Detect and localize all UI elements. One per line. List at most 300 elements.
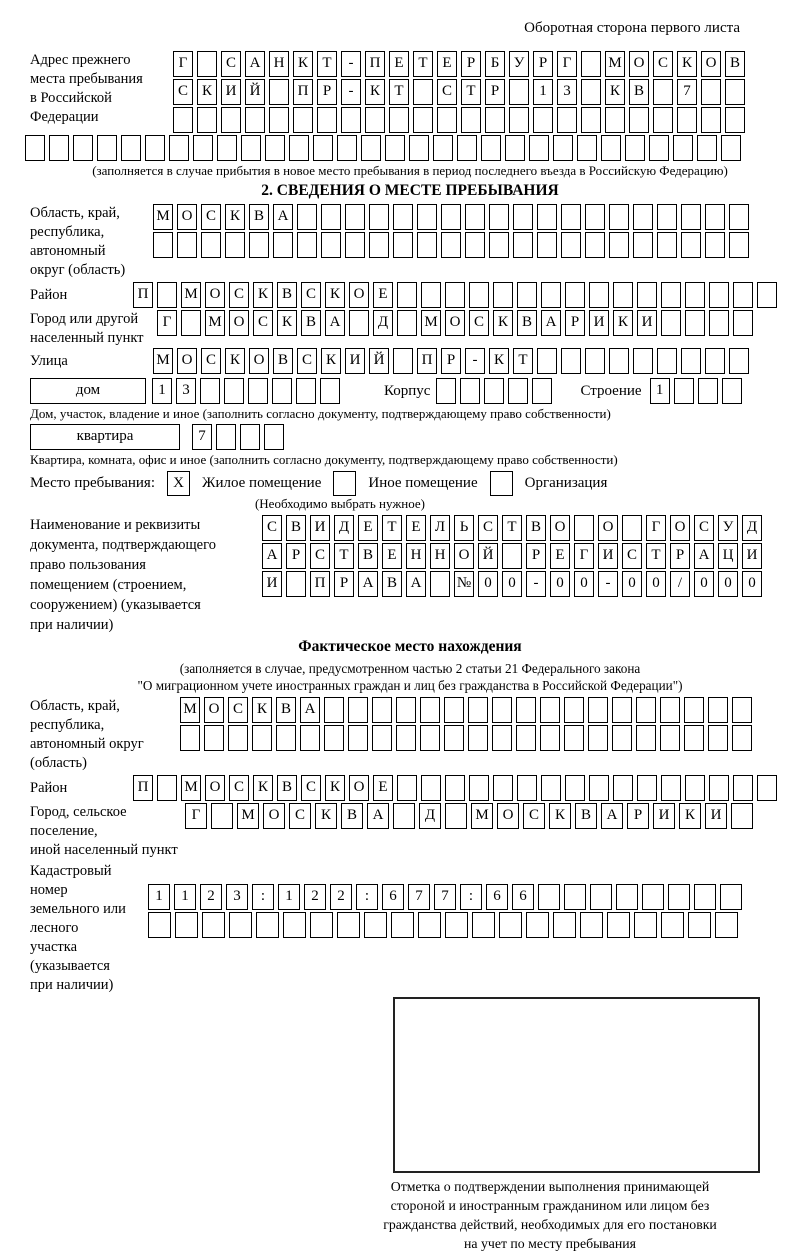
char-cell[interactable]: Г: [173, 51, 193, 77]
char-cell[interactable]: К: [489, 348, 509, 374]
char-cell[interactable]: И: [598, 543, 618, 569]
char-cell[interactable]: [49, 135, 69, 161]
char-cell[interactable]: [701, 107, 721, 133]
char-cell[interactable]: [420, 697, 440, 723]
char-cell[interactable]: С: [653, 51, 673, 77]
char-cell[interactable]: 0: [742, 571, 762, 597]
char-cell[interactable]: [492, 725, 512, 751]
char-cell[interactable]: [633, 348, 653, 374]
char-cell[interactable]: [337, 135, 357, 161]
char-cell[interactable]: [533, 107, 553, 133]
char-cell[interactable]: [436, 378, 456, 404]
char-cell[interactable]: [720, 884, 742, 910]
char-cell[interactable]: [661, 912, 684, 938]
char-cell[interactable]: [372, 725, 392, 751]
char-cell[interactable]: В: [301, 310, 321, 336]
char-cell[interactable]: [684, 725, 704, 751]
char-cell[interactable]: [633, 204, 653, 230]
char-cell[interactable]: [513, 232, 533, 258]
char-cell[interactable]: [513, 204, 533, 230]
char-cell[interactable]: С: [622, 543, 642, 569]
char-cell[interactable]: И: [653, 803, 675, 829]
char-cell[interactable]: [705, 232, 725, 258]
char-cell[interactable]: [265, 135, 285, 161]
char-cell[interactable]: [364, 912, 387, 938]
char-cell[interactable]: А: [262, 543, 282, 569]
char-cell[interactable]: [709, 775, 729, 801]
char-cell[interactable]: П: [293, 79, 313, 105]
char-cell[interactable]: А: [358, 571, 378, 597]
char-cell[interactable]: [460, 378, 480, 404]
char-cell[interactable]: К: [613, 310, 633, 336]
char-cell[interactable]: Е: [437, 51, 457, 77]
char-cell[interactable]: 0: [502, 571, 522, 597]
char-cell[interactable]: [269, 107, 289, 133]
char-cell[interactable]: К: [252, 697, 272, 723]
char-cell[interactable]: [661, 310, 681, 336]
char-cell[interactable]: 7: [677, 79, 697, 105]
char-cell[interactable]: [589, 282, 609, 308]
char-cell[interactable]: К: [677, 51, 697, 77]
char-cell[interactable]: [538, 884, 560, 910]
char-cell[interactable]: С: [310, 543, 330, 569]
char-cell[interactable]: [204, 725, 224, 751]
char-cell[interactable]: О: [454, 543, 474, 569]
char-cell[interactable]: Е: [550, 543, 570, 569]
char-cell[interactable]: О: [177, 204, 197, 230]
char-cell[interactable]: [537, 348, 557, 374]
char-cell[interactable]: У: [718, 515, 738, 541]
char-cell[interactable]: [529, 135, 549, 161]
char-cell[interactable]: [297, 204, 317, 230]
char-cell[interactable]: [321, 232, 341, 258]
char-cell[interactable]: [248, 378, 268, 404]
char-cell[interactable]: Т: [513, 348, 533, 374]
char-cell[interactable]: [216, 424, 236, 450]
char-cell[interactable]: [564, 884, 586, 910]
char-cell[interactable]: Р: [461, 51, 481, 77]
char-cell[interactable]: [444, 725, 464, 751]
char-cell[interactable]: [445, 803, 467, 829]
char-cell[interactable]: [581, 79, 601, 105]
char-cell[interactable]: Р: [627, 803, 649, 829]
char-cell[interactable]: [324, 697, 344, 723]
char-cell[interactable]: О: [263, 803, 285, 829]
char-cell[interactable]: [397, 775, 417, 801]
char-cell[interactable]: [757, 282, 777, 308]
char-cell[interactable]: [348, 697, 368, 723]
char-cell[interactable]: [224, 378, 244, 404]
char-cell[interactable]: [613, 775, 633, 801]
char-cell[interactable]: [725, 107, 745, 133]
char-cell[interactable]: С: [694, 515, 714, 541]
char-cell[interactable]: [421, 282, 441, 308]
char-cell[interactable]: А: [541, 310, 561, 336]
char-cell[interactable]: И: [345, 348, 365, 374]
char-cell[interactable]: Е: [373, 775, 393, 801]
char-cell[interactable]: В: [286, 515, 306, 541]
char-cell[interactable]: [733, 310, 753, 336]
char-cell[interactable]: [269, 79, 289, 105]
char-cell[interactable]: [609, 348, 629, 374]
char-cell[interactable]: 0: [694, 571, 714, 597]
char-cell[interactable]: [393, 803, 415, 829]
char-cell[interactable]: Ц: [718, 543, 738, 569]
char-cell[interactable]: [444, 697, 464, 723]
char-cell[interactable]: [313, 135, 333, 161]
char-cell[interactable]: [505, 135, 525, 161]
char-cell[interactable]: Р: [317, 79, 337, 105]
char-cell[interactable]: [661, 282, 681, 308]
char-cell[interactable]: [731, 803, 753, 829]
checkbox-zhiloe[interactable]: X: [167, 471, 190, 496]
char-cell[interactable]: Е: [373, 282, 393, 308]
char-cell[interactable]: 0: [478, 571, 498, 597]
char-cell[interactable]: [541, 282, 561, 308]
char-cell[interactable]: [489, 204, 509, 230]
char-cell[interactable]: [391, 912, 414, 938]
char-cell[interactable]: [175, 912, 198, 938]
char-cell[interactable]: Й: [245, 79, 265, 105]
char-cell[interactable]: [173, 107, 193, 133]
char-cell[interactable]: Р: [533, 51, 553, 77]
char-cell[interactable]: [345, 232, 365, 258]
char-cell[interactable]: -: [598, 571, 618, 597]
char-cell[interactable]: К: [493, 310, 513, 336]
char-cell[interactable]: С: [437, 79, 457, 105]
char-cell[interactable]: Е: [389, 51, 409, 77]
char-cell[interactable]: Ь: [454, 515, 474, 541]
char-cell[interactable]: [698, 378, 718, 404]
char-cell[interactable]: [701, 79, 721, 105]
char-cell[interactable]: [660, 697, 680, 723]
char-cell[interactable]: [484, 378, 504, 404]
char-cell[interactable]: [581, 107, 601, 133]
char-cell[interactable]: 1: [650, 378, 670, 404]
char-cell[interactable]: [349, 310, 369, 336]
char-cell[interactable]: [685, 775, 705, 801]
char-cell[interactable]: [324, 725, 344, 751]
char-cell[interactable]: [365, 107, 385, 133]
char-cell[interactable]: О: [204, 697, 224, 723]
char-cell[interactable]: К: [365, 79, 385, 105]
char-cell[interactable]: К: [605, 79, 625, 105]
char-cell[interactable]: К: [225, 204, 245, 230]
char-cell[interactable]: С: [201, 204, 221, 230]
char-cell[interactable]: :: [460, 884, 482, 910]
char-cell[interactable]: Р: [526, 543, 546, 569]
char-cell[interactable]: С: [301, 775, 321, 801]
char-cell[interactable]: [607, 912, 630, 938]
char-cell[interactable]: [677, 107, 697, 133]
char-cell[interactable]: 6: [486, 884, 508, 910]
char-cell[interactable]: [320, 378, 340, 404]
char-cell[interactable]: [657, 204, 677, 230]
char-cell[interactable]: [585, 204, 605, 230]
char-cell[interactable]: [729, 232, 749, 258]
char-cell[interactable]: [622, 515, 642, 541]
char-cell[interactable]: А: [300, 697, 320, 723]
char-cell[interactable]: [674, 378, 694, 404]
char-cell[interactable]: М: [237, 803, 259, 829]
char-cell[interactable]: [660, 725, 680, 751]
char-cell[interactable]: [468, 725, 488, 751]
char-cell[interactable]: [348, 725, 368, 751]
char-cell[interactable]: Г: [185, 803, 207, 829]
char-cell[interactable]: [385, 135, 405, 161]
char-cell[interactable]: [300, 725, 320, 751]
char-cell[interactable]: [181, 310, 201, 336]
char-cell[interactable]: [272, 378, 292, 404]
char-cell[interactable]: 0: [550, 571, 570, 597]
char-cell[interactable]: [197, 107, 217, 133]
char-cell[interactable]: [273, 232, 293, 258]
char-cell[interactable]: М: [421, 310, 441, 336]
char-cell[interactable]: И: [742, 543, 762, 569]
char-cell[interactable]: В: [277, 282, 297, 308]
char-cell[interactable]: №: [454, 571, 474, 597]
char-cell[interactable]: С: [301, 282, 321, 308]
char-cell[interactable]: Д: [419, 803, 441, 829]
char-cell[interactable]: [441, 232, 461, 258]
char-cell[interactable]: О: [445, 310, 465, 336]
char-cell[interactable]: О: [205, 775, 225, 801]
char-cell[interactable]: М: [181, 775, 201, 801]
char-cell[interactable]: [469, 282, 489, 308]
char-cell[interactable]: [148, 912, 171, 938]
char-cell[interactable]: [441, 204, 461, 230]
char-cell[interactable]: [574, 515, 594, 541]
char-cell[interactable]: Г: [574, 543, 594, 569]
char-cell[interactable]: М: [153, 204, 173, 230]
char-cell[interactable]: [721, 135, 741, 161]
char-cell[interactable]: 1: [152, 378, 172, 404]
char-cell[interactable]: А: [367, 803, 389, 829]
char-cell[interactable]: [561, 204, 581, 230]
char-cell[interactable]: Е: [406, 515, 426, 541]
char-cell[interactable]: 3: [226, 884, 248, 910]
char-cell[interactable]: [605, 107, 625, 133]
char-cell[interactable]: [25, 135, 45, 161]
char-cell[interactable]: [485, 107, 505, 133]
char-cell[interactable]: [633, 232, 653, 258]
char-cell[interactable]: [472, 912, 495, 938]
char-cell[interactable]: [540, 697, 560, 723]
char-cell[interactable]: [97, 135, 117, 161]
char-cell[interactable]: [393, 232, 413, 258]
char-cell[interactable]: [561, 348, 581, 374]
char-cell[interactable]: [729, 204, 749, 230]
char-cell[interactable]: [517, 282, 537, 308]
char-cell[interactable]: [157, 282, 177, 308]
char-cell[interactable]: [590, 884, 612, 910]
char-cell[interactable]: [492, 697, 512, 723]
checkbox-inoe[interactable]: [333, 471, 356, 496]
char-cell[interactable]: П: [365, 51, 385, 77]
char-cell[interactable]: [616, 884, 638, 910]
char-cell[interactable]: Р: [485, 79, 505, 105]
char-cell[interactable]: 2: [200, 884, 222, 910]
char-cell[interactable]: [465, 204, 485, 230]
char-cell[interactable]: 3: [176, 378, 196, 404]
char-cell[interactable]: [153, 232, 173, 258]
char-cell[interactable]: [732, 697, 752, 723]
char-cell[interactable]: [229, 912, 252, 938]
char-cell[interactable]: [668, 884, 690, 910]
char-cell[interactable]: [636, 697, 656, 723]
char-cell[interactable]: П: [133, 282, 153, 308]
char-cell[interactable]: Т: [646, 543, 666, 569]
char-cell[interactable]: [397, 310, 417, 336]
char-cell[interactable]: К: [321, 348, 341, 374]
char-cell[interactable]: В: [273, 348, 293, 374]
char-cell[interactable]: И: [589, 310, 609, 336]
char-cell[interactable]: К: [197, 79, 217, 105]
char-cell[interactable]: [634, 912, 657, 938]
char-cell[interactable]: С: [221, 51, 241, 77]
char-cell[interactable]: [289, 135, 309, 161]
char-cell[interactable]: 7: [408, 884, 430, 910]
char-cell[interactable]: С: [523, 803, 545, 829]
char-cell[interactable]: [393, 348, 413, 374]
char-cell[interactable]: [457, 135, 477, 161]
char-cell[interactable]: Р: [334, 571, 354, 597]
char-cell[interactable]: К: [277, 310, 297, 336]
char-cell[interactable]: Н: [269, 51, 289, 77]
char-cell[interactable]: В: [725, 51, 745, 77]
char-cell[interactable]: М: [205, 310, 225, 336]
char-cell[interactable]: [526, 912, 549, 938]
char-cell[interactable]: С: [173, 79, 193, 105]
char-cell[interactable]: С: [253, 310, 273, 336]
char-cell[interactable]: [657, 348, 677, 374]
char-cell[interactable]: О: [670, 515, 690, 541]
char-cell[interactable]: Т: [389, 79, 409, 105]
char-cell[interactable]: [193, 135, 213, 161]
char-cell[interactable]: [276, 725, 296, 751]
char-cell[interactable]: [688, 912, 711, 938]
char-cell[interactable]: [420, 725, 440, 751]
char-cell[interactable]: [612, 697, 632, 723]
char-cell[interactable]: К: [315, 803, 337, 829]
char-cell[interactable]: К: [325, 775, 345, 801]
char-cell[interactable]: [729, 348, 749, 374]
char-cell[interactable]: [418, 912, 441, 938]
char-cell[interactable]: [609, 204, 629, 230]
char-cell[interactable]: [252, 725, 272, 751]
char-cell[interactable]: Б: [485, 51, 505, 77]
char-cell[interactable]: [430, 571, 450, 597]
char-cell[interactable]: Е: [382, 543, 402, 569]
char-cell[interactable]: [389, 107, 409, 133]
char-cell[interactable]: О: [497, 803, 519, 829]
char-cell[interactable]: А: [406, 571, 426, 597]
char-cell[interactable]: О: [349, 282, 369, 308]
char-cell[interactable]: С: [478, 515, 498, 541]
char-cell[interactable]: В: [526, 515, 546, 541]
char-cell[interactable]: [709, 282, 729, 308]
char-cell[interactable]: [537, 232, 557, 258]
char-cell[interactable]: [637, 775, 657, 801]
char-cell[interactable]: 0: [622, 571, 642, 597]
char-cell[interactable]: П: [133, 775, 153, 801]
char-cell[interactable]: [211, 803, 233, 829]
char-cell[interactable]: М: [605, 51, 625, 77]
char-cell[interactable]: [509, 79, 529, 105]
char-cell[interactable]: О: [205, 282, 225, 308]
char-cell[interactable]: [461, 107, 481, 133]
char-cell[interactable]: [601, 135, 621, 161]
char-cell[interactable]: [715, 912, 738, 938]
char-cell[interactable]: К: [225, 348, 245, 374]
char-cell[interactable]: Р: [286, 543, 306, 569]
char-cell[interactable]: П: [310, 571, 330, 597]
char-cell[interactable]: [296, 378, 316, 404]
char-cell[interactable]: [169, 135, 189, 161]
char-cell[interactable]: [532, 378, 552, 404]
char-cell[interactable]: Н: [430, 543, 450, 569]
char-cell[interactable]: [553, 912, 576, 938]
char-cell[interactable]: С: [297, 348, 317, 374]
char-cell[interactable]: М: [471, 803, 493, 829]
char-cell[interactable]: [684, 697, 704, 723]
char-cell[interactable]: Й: [369, 348, 389, 374]
char-cell[interactable]: [493, 282, 513, 308]
char-cell[interactable]: Т: [334, 543, 354, 569]
char-cell[interactable]: [293, 107, 313, 133]
char-cell[interactable]: [413, 79, 433, 105]
char-cell[interactable]: [73, 135, 93, 161]
char-cell[interactable]: О: [550, 515, 570, 541]
char-cell[interactable]: 1: [278, 884, 300, 910]
char-cell[interactable]: [733, 775, 753, 801]
char-cell[interactable]: [609, 232, 629, 258]
char-cell[interactable]: -: [526, 571, 546, 597]
char-cell[interactable]: -: [465, 348, 485, 374]
char-cell[interactable]: [417, 232, 437, 258]
char-cell[interactable]: [708, 725, 728, 751]
char-cell[interactable]: [202, 912, 225, 938]
char-cell[interactable]: [469, 775, 489, 801]
char-cell[interactable]: [681, 204, 701, 230]
char-cell[interactable]: [393, 204, 413, 230]
char-cell[interactable]: [708, 697, 728, 723]
char-cell[interactable]: Г: [646, 515, 666, 541]
char-cell[interactable]: [681, 348, 701, 374]
char-cell[interactable]: [245, 107, 265, 133]
char-cell[interactable]: В: [249, 204, 269, 230]
char-cell[interactable]: [581, 51, 601, 77]
char-cell[interactable]: [709, 310, 729, 336]
char-cell[interactable]: 1: [174, 884, 196, 910]
char-cell[interactable]: Н: [406, 543, 426, 569]
char-cell[interactable]: [564, 697, 584, 723]
char-cell[interactable]: С: [289, 803, 311, 829]
char-cell[interactable]: [310, 912, 333, 938]
char-cell[interactable]: Й: [478, 543, 498, 569]
char-cell[interactable]: М: [180, 697, 200, 723]
char-cell[interactable]: [317, 107, 337, 133]
char-cell[interactable]: Д: [334, 515, 354, 541]
char-cell[interactable]: [421, 775, 441, 801]
char-cell[interactable]: [361, 135, 381, 161]
char-cell[interactable]: О: [598, 515, 618, 541]
char-cell[interactable]: [685, 310, 705, 336]
char-cell[interactable]: К: [549, 803, 571, 829]
char-cell[interactable]: [249, 232, 269, 258]
char-cell[interactable]: [397, 282, 417, 308]
checkbox-organizacia[interactable]: [490, 471, 513, 496]
